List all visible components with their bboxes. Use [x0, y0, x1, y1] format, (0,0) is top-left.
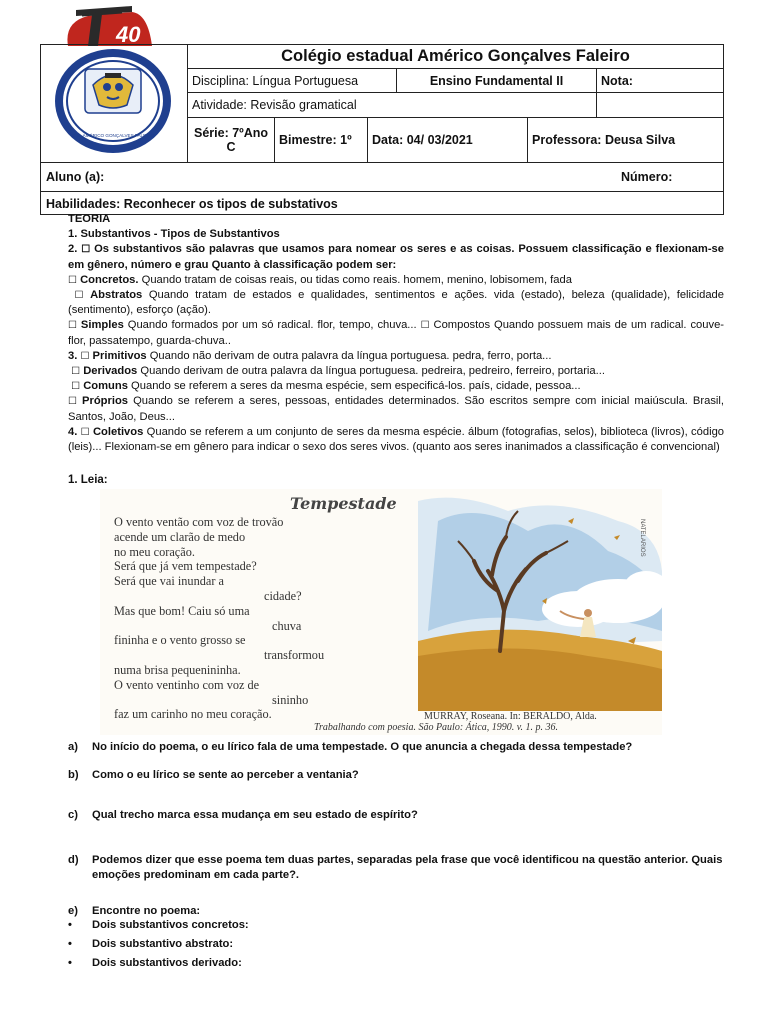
theory-comuns: ☐ Comuns Quando se referem a seres da mesma espécie, sem especificá-los. país, cidade, pessoa... — [71, 380, 581, 393]
illustrator-credit: NATELARIOS — [639, 519, 645, 557]
student-label: Aluno (a): — [46, 170, 105, 184]
bullet-icon: • — [68, 957, 72, 969]
checkbox-icon: ☐ — [71, 381, 81, 393]
theory-subheading: 1. Substantivos - Tipos de Substantivos — [68, 228, 280, 241]
teacher-label: Professora: Deusa Silva — [527, 118, 723, 162]
skills-label: Habilidades: Reconhecer os tipos de substativos — [46, 196, 338, 211]
checkbox-icon: ☐ — [71, 366, 81, 378]
theory-simples: ☐ Simples Quando formados por um só radical. flor, tempo, chuva... ☐ Compostos Quando possuem mais de um radical. couve-flor, passatempo, guarda-chuva.. — [68, 319, 725, 347]
discipline-row — [188, 69, 723, 93]
poem-text: O vento ventão com voz de trovão acende um clarão de medo no meu coração. Será que já vem tempestade? Será que vai inundar a cidade? Mas que bom! Caiu só uma chuva fininha e o vento grosso se transformou numa brisa pequenininha. O vento ventinho com voz de sininho faz um carinho no meu coração. — [114, 515, 325, 722]
theory-derivados: ☐ Derivados Quando derivam de outra palavra da língua portuguesa. pedreira, pedreiro, ferreiro, portaria... — [71, 365, 605, 378]
checkbox-icon: ☐ — [81, 244, 91, 256]
title-row — [188, 45, 723, 69]
theory-primitivos: 3. ☐ Primitivos Quando não derivam de outra palavra da língua portuguesa. pedra, ferro, porta... — [68, 349, 552, 362]
theory-abstratos: ☐ Abstratos Quando tratam de estados e qualidades, sentimentos e ações. vida (estado), beleza (qualidade), felicidade (sentimento), esforço (ação). — [68, 289, 724, 317]
checkbox-icon: ☐ — [80, 350, 90, 362]
bullet-abstrato: • Dois substantivo abstrato: — [68, 938, 234, 950]
checkbox-icon: ☐ — [68, 320, 77, 332]
theory-concretos: ☐ Concretos. Quando tratam de coisas reais, ou tidas como reais. homem, menino, lobisomem, fada — [68, 273, 572, 286]
bimester-label: Bimestre: 1º — [274, 118, 367, 162]
question-e: e) Encontre no poema: — [68, 905, 201, 917]
student-row — [41, 162, 723, 191]
poem-title: Tempestade — [290, 494, 397, 513]
svg-text:E. E. AMÉRICO GONÇALVES FALEIR: E. E. AMÉRICO GONÇALVES FALEIRO — [71, 133, 155, 138]
theory-item-2: 2. ☐ Os substantivos são palavras que usamos para nomear os seres e as coisas. Possuem classificação e flexionam-se em gênero, número e grau Quanto à classificação podem ser: — [68, 243, 724, 271]
bullet-derivado: • Dois substantivos derivado: — [68, 957, 242, 969]
activity-row — [188, 93, 723, 118]
theory-proprios: ☐ Próprios Quando se referem a seres, pessoas, entidades determinados. São escritos sempre com inicial maiúscula. Brasil, Santos, João, Deus... — [68, 395, 725, 423]
date-label: Data: 04/ 03/2021 — [367, 118, 527, 162]
question-a: a) No início do poema, o eu lírico fala de uma tempestade. O que anuncia a chegada dessa tempestade? — [68, 741, 633, 753]
grade-value — [596, 93, 723, 117]
theory-section — [68, 212, 724, 455]
checkbox-icon: ☐ — [420, 320, 430, 332]
bullet-icon: • — [68, 938, 72, 950]
bullet-icon: • — [68, 919, 72, 931]
series-label: Série: 7ºAno C — [193, 126, 269, 154]
question-d: d) Podemos dizer que esse poema tem duas partes, separadas pela frase que você identificou na questão anterior. Quais emoções predominam em cada parte?. — [68, 854, 723, 881]
school-logo-40 — [62, 6, 154, 46]
bullet-concretos: • Dois substantivos concretos: — [68, 919, 249, 931]
theory-heading: TEORIA — [68, 213, 111, 225]
checkbox-icon: ☐ — [80, 426, 90, 438]
checkbox-icon: ☐ — [68, 274, 77, 286]
question-c: c) Qual trecho marca essa mudança em seu estado de espírito? — [68, 809, 418, 821]
grade-label: Nota: — [596, 69, 723, 92]
activity-label: Atividade: Revisão gramatical — [192, 98, 357, 112]
question-b: b) Como o eu lírico se sente ao perceber a ventania? — [68, 769, 359, 781]
storm-illustration — [418, 491, 662, 711]
level-label: Ensino Fundamental II — [396, 69, 596, 92]
info-row — [188, 118, 723, 162]
school-name: Colégio estadual Américo Gonçalves Faleiro — [281, 47, 630, 65]
header-table — [40, 44, 724, 215]
poem-figure — [100, 489, 662, 735]
poem-citation: MURRAY, Roseana. In: BERALDO, Alda. Trabalhando com poesia. São Paulo: Ática, 1990. v. 1. p. 36. — [314, 711, 597, 733]
svg-text:40: 40 — [116, 22, 141, 46]
theory-coletivos: 4. ☐ Coletivos Quando se referem a um conjunto de seres da mesma espécie. álbum (fotografias, selos), biblioteca (livros), código (leis)... Flexionam-se em gênero para indicar o sexo dos seres vivos. (quanto aos seres inanimados a classificação é convencional) — [68, 425, 725, 454]
discipline-label: Disciplina: Língua Portuguesa — [192, 73, 359, 88]
school-crest — [41, 45, 188, 162]
read-instruction: 1. Leia: — [68, 474, 108, 486]
number-label: Número: — [621, 170, 673, 184]
checkbox-icon: ☐ — [68, 396, 77, 408]
checkbox-icon: ☐ — [74, 290, 84, 302]
